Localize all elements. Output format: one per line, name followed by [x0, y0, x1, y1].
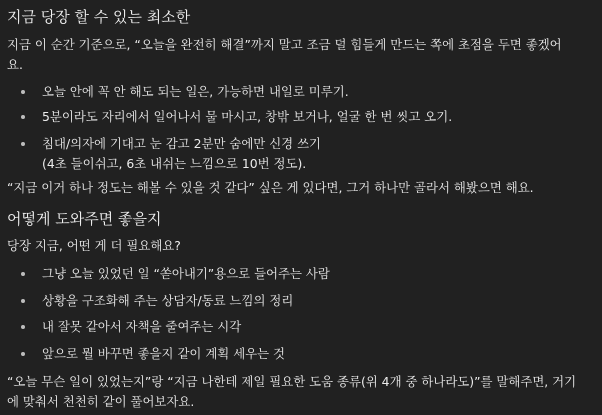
list-item-text: 앞으로 뭘 바꾸면 좋을지 같이 계획 세우는 것 — [42, 346, 286, 361]
list-item-text-continued: (4초 들이쉬고, 6초 내쉬는 느낌으로 10번 정도). — [42, 156, 307, 171]
bullet-icon — [21, 142, 25, 146]
bullet-icon — [21, 352, 25, 356]
intro-paragraph-line1: 지금 이 순간 기준으로, “오늘을 완전히 해결”까지 말고 조금 덜 힘들게 만드는 쪽에 초점을 두면 좋겠어 — [7, 37, 562, 52]
bullet-icon — [21, 90, 25, 94]
section-heading-help: 어떻게 도와주면 좋을지 — [7, 210, 162, 228]
question-paragraph: 당장 지금, 어떤 게 더 필요해요? — [7, 238, 181, 253]
bullet-icon — [21, 325, 25, 329]
section-heading-minimum: 지금 당장 할 수 있는 최소한 — [7, 8, 191, 26]
list-item-text: 오늘 안에 꼭 안 해도 되는 일은, 가능하면 내일로 미루기. — [42, 84, 349, 99]
list-item-text: 침대/의자에 기대고 눈 감고 2분만 숨에만 신경 쓰기 — [42, 136, 322, 151]
bullet-icon — [21, 115, 25, 119]
list-item-text: 내 잘못 같아서 자책을 줄여주는 시각 — [42, 319, 242, 334]
intro-paragraph-line2: 요. — [7, 57, 23, 72]
closing-paragraph-line2: 에 맞춰서 천천히 같이 풀어보자요. — [7, 394, 195, 409]
list-item-text: 5분이라도 자리에서 일어나서 물 마시고, 창밖 보거나, 얼굴 한 번 씻고 오기. — [42, 109, 453, 124]
list-item-text: 상황을 구조화해 주는 상담자/동료 느낌의 정리 — [42, 293, 294, 308]
list-item-text: 그냥 오늘 있었던 일 “쏟아내기”용으로 들어주는 사람 — [42, 266, 330, 281]
bullet-icon — [21, 272, 25, 276]
bullet-icon — [21, 299, 25, 303]
closing-paragraph: “지금 이거 하나 정도는 해볼 수 있을 것 같다” 싶은 게 있다면, 그거 하나만 골라서 해봤으면 해요. — [7, 180, 534, 195]
closing-paragraph-line1: “오늘 무슨 일이 있었는지”랑 “지금 나한테 제일 필요한 도움 종류(위 4개 중 하나라도)”를 말해주면, 거기 — [7, 374, 577, 389]
